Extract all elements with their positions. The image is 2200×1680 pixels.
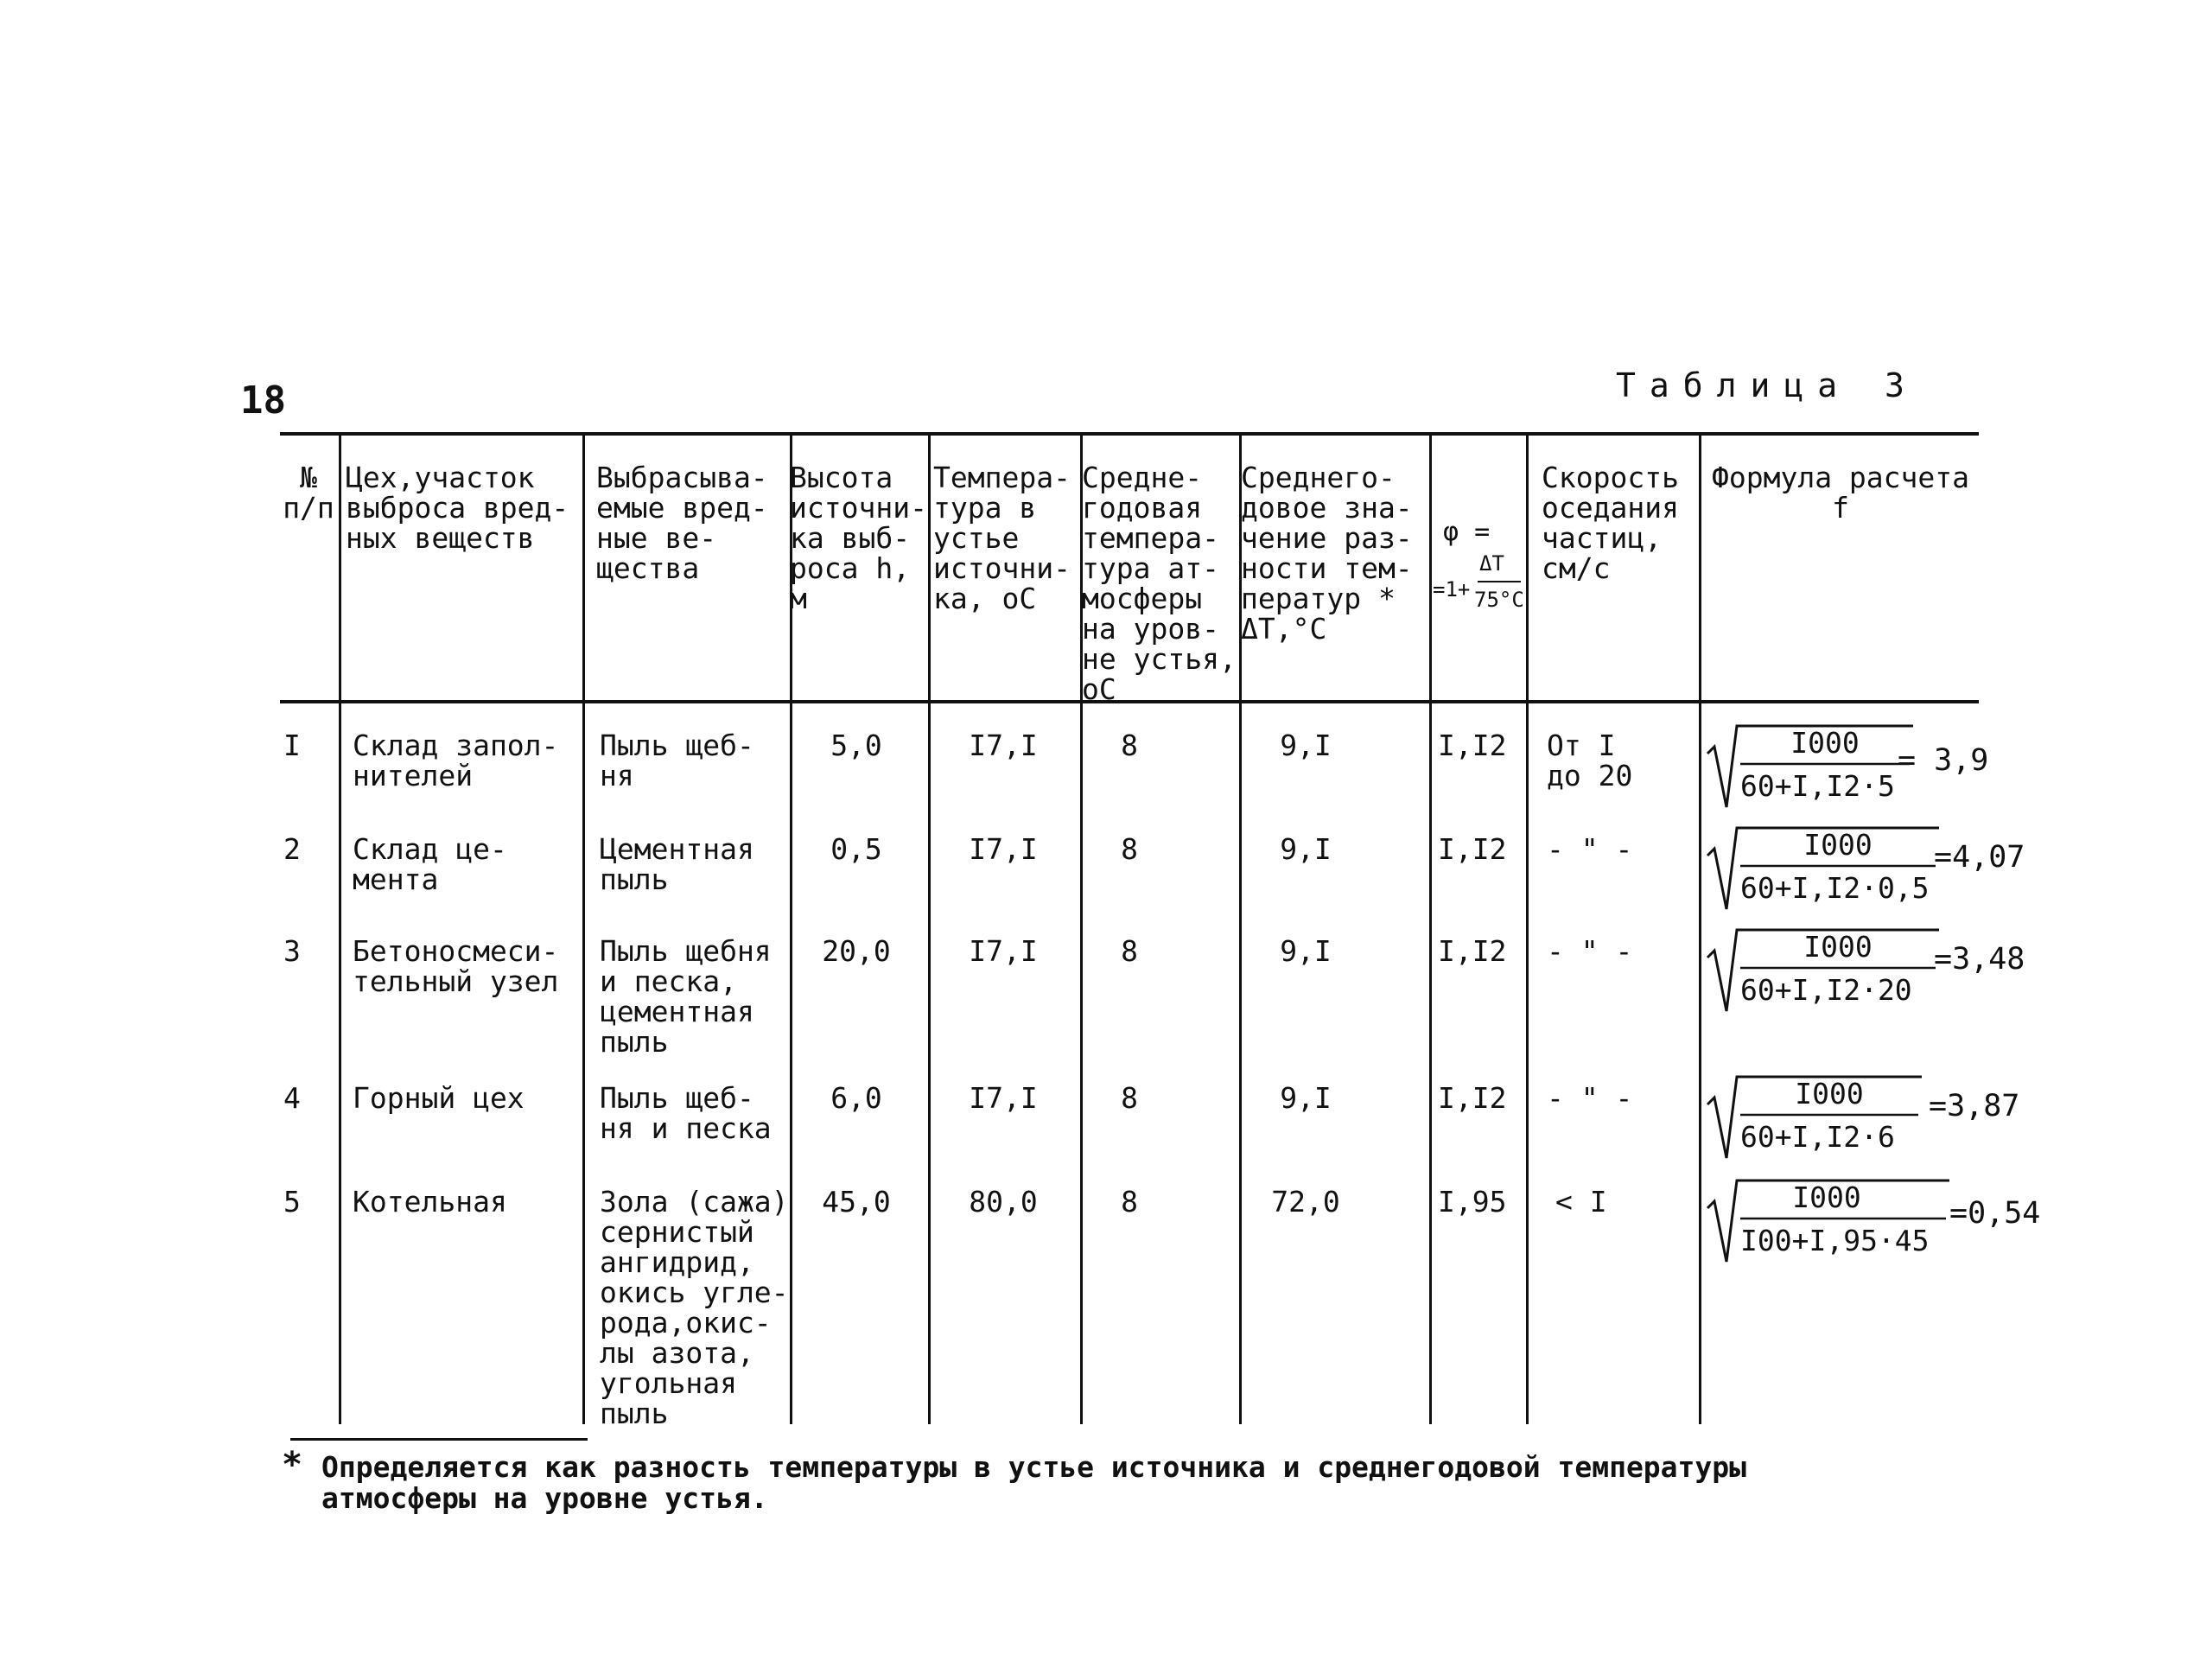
row-5-temp-source: 80,0 — [969, 1185, 1038, 1219]
row-3-formula — [1706, 925, 2051, 1028]
header-speed: Скорость оседания частиц, см/с — [1542, 461, 1679, 585]
row-4-phi: I,I2 — [1438, 1081, 1507, 1115]
row-4-formula-num: I000 — [1795, 1077, 1864, 1110]
row-2-substances: Цементная пыль — [600, 832, 754, 896]
col-sep — [582, 436, 585, 1424]
footnote-text: Определяется как разность температуры в устье источника и среднегодовой температуры атмосферы на уровне устья. — [321, 1450, 1747, 1516]
row-3-formula-num: I000 — [1803, 930, 1873, 964]
row-3-temp-source: I7,I — [969, 934, 1038, 968]
phi-prefix: =1+ — [1433, 577, 1471, 601]
row-1-substances: Пыль щеб- ня — [600, 729, 754, 792]
row-5-height: 45,0 — [822, 1185, 891, 1219]
row-3-delta: 9,I — [1280, 934, 1332, 968]
row-4-temp-atm: 8 — [1121, 1081, 1138, 1115]
row-1-formula-num: I000 — [1790, 726, 1860, 760]
row-5-formula-result: =0,54 — [1949, 1196, 2041, 1231]
row-2-speed: - " - — [1547, 832, 1633, 866]
row-3-num: 3 — [283, 934, 301, 968]
row-3-substances: Пыль щебня и песка, цементная пыль — [600, 934, 772, 1059]
row-2-delta: 9,I — [1280, 832, 1332, 866]
row-3-shop: Бетоносмеси- тельный узел — [353, 934, 559, 998]
col-sep — [928, 436, 931, 1424]
row-1-formula — [1706, 721, 2051, 824]
row-5-temp-atm: 8 — [1121, 1185, 1138, 1219]
col-sep — [1699, 436, 1701, 1424]
row-1-height: 5,0 — [830, 729, 882, 762]
row-2-formula — [1706, 823, 2051, 926]
row-4-formula-result: =3,87 — [1929, 1089, 2020, 1123]
row-4-formula — [1706, 1072, 2051, 1175]
row-2-temp-source: I7,I — [969, 832, 1038, 866]
header-formula: Формула расчета f — [1711, 461, 1969, 525]
header-num: № п/п — [283, 461, 334, 525]
row-3-formula-den: 60+I,I2·20 — [1740, 973, 1912, 1007]
row-3-formula-result: =3,48 — [1934, 942, 2025, 977]
row-1-formula-den: 60+I,I2·5 — [1740, 769, 1895, 803]
row-2-shop: Склад це- мента — [353, 832, 507, 896]
row-5-speed: < I — [1555, 1185, 1607, 1219]
row-3-phi: I,I2 — [1438, 934, 1507, 968]
row-5-formula-den: I00+I,95·45 — [1740, 1224, 1930, 1257]
col-sep — [1526, 436, 1529, 1424]
header-temp-atm: Средне- годовая темпера- тура ат- мосферы на уров- не устья, оС — [1082, 461, 1237, 706]
header-shop: Цех,участок выброса вред- ных веществ — [346, 461, 569, 555]
row-2-formula-num: I000 — [1803, 828, 1873, 862]
header-substances: Выбрасыва- емые вред- ные ве- щества — [596, 461, 768, 585]
row-3-temp-atm: 8 — [1121, 934, 1138, 968]
row-1-formula-result: = 3,9 — [1898, 743, 1989, 778]
row-5-substances: Зола (сажа) сернистый ангидрид, окись угле- рода,окис- лы азота, угольная пыль — [600, 1185, 789, 1430]
row-5-phi: I,95 — [1438, 1185, 1507, 1219]
col-sep — [339, 436, 341, 1424]
row-3-height: 20,0 — [822, 934, 891, 968]
header-temp-source: Темпера- тура в устье источни- ка, оС — [933, 461, 1071, 615]
row-5-delta: 72,0 — [1271, 1185, 1340, 1219]
row-1-delta: 9,I — [1280, 729, 1332, 762]
row-4-substances: Пыль щеб- ня и песка — [600, 1081, 772, 1145]
row-4-delta: 9,I — [1280, 1081, 1332, 1115]
row-4-formula-den: 60+I,I2·6 — [1740, 1120, 1895, 1154]
row-2-formula-den: 60+I,I2·0,5 — [1740, 871, 1930, 905]
row-1-phi: I,I2 — [1438, 729, 1507, 762]
row-4-speed: - " - — [1547, 1081, 1633, 1115]
header-phi — [1431, 519, 1526, 640]
page-number: 18 — [240, 379, 286, 423]
table-top-rule — [280, 432, 1979, 436]
row-2-phi: I,I2 — [1438, 832, 1507, 866]
footnote-star: * — [282, 1445, 303, 1485]
phi-symbol: φ = — [1443, 517, 1491, 547]
row-1-temp-source: I7,I — [969, 729, 1038, 762]
row-4-height: 6,0 — [830, 1081, 882, 1115]
footnote-rule — [290, 1438, 588, 1441]
row-3-speed: - " - — [1547, 934, 1633, 968]
phi-frac-den: 75°С — [1474, 588, 1524, 612]
row-5-formula — [1706, 1175, 2051, 1279]
row-4-num: 4 — [283, 1081, 301, 1115]
row-4-temp-source: I7,I — [969, 1081, 1038, 1115]
row-1-speed: От I до 20 — [1547, 729, 1633, 792]
row-2-temp-atm: 8 — [1121, 832, 1138, 866]
row-2-num: 2 — [283, 832, 301, 866]
row-4-shop: Горный цех — [353, 1081, 525, 1115]
table-title: Таблица 3 — [1616, 366, 1918, 404]
header-height: Высота источни- ка выб- роса h, м — [790, 461, 927, 615]
phi-frac-bar — [1478, 581, 1521, 582]
row-2-height: 0,5 — [830, 832, 882, 866]
row-1-num: I — [283, 729, 301, 762]
header-delta: Среднего- довое зна- чение раз- ности тем- ператур * ΔТ,°С — [1241, 461, 1413, 646]
phi-frac-num: ΔТ — [1479, 551, 1504, 576]
row-5-shop: Котельная — [353, 1185, 507, 1219]
row-1-temp-atm: 8 — [1121, 729, 1138, 762]
row-5-formula-num: I000 — [1792, 1180, 1861, 1214]
row-5-num: 5 — [283, 1185, 301, 1219]
row-2-formula-result: =4,07 — [1934, 840, 2025, 875]
row-1-shop: Склад запол- нителей — [353, 729, 559, 792]
